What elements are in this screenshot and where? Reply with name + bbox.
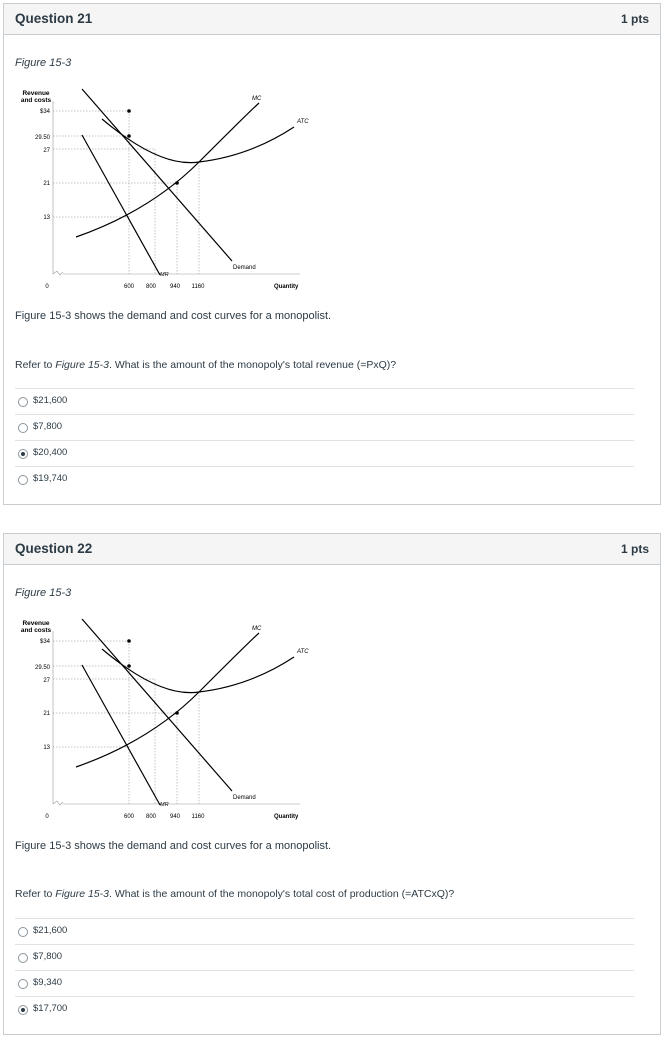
answer-label: $7,800 xyxy=(33,951,63,962)
y-tick-label: 13 xyxy=(43,745,50,751)
question-points: 1 pts xyxy=(620,12,649,26)
answer-label: $21,600 xyxy=(33,395,68,406)
question-points: 1 pts xyxy=(620,542,649,556)
origin-label: 0 xyxy=(45,814,49,820)
x-tick-label: 940 xyxy=(169,814,181,820)
monopolist-graph xyxy=(10,86,310,296)
y-axis-label: Revenue xyxy=(22,620,50,627)
point-marker xyxy=(175,181,179,185)
mr-label: MR xyxy=(160,802,169,808)
demand-label: Demand xyxy=(233,265,256,271)
mr-curve xyxy=(82,665,160,805)
mc-label: MC xyxy=(252,96,262,102)
answer-label: $9,340 xyxy=(33,977,63,988)
monopolist-graph xyxy=(10,616,310,826)
origin-label: 0 xyxy=(45,284,49,290)
x-axis-label: Quantity xyxy=(274,284,299,290)
atc-label: ATC xyxy=(297,119,309,125)
atc-curve xyxy=(102,119,294,163)
radio-button[interactable] xyxy=(18,397,28,407)
radio-button-selected[interactable] xyxy=(18,449,28,459)
answer-option[interactable] xyxy=(15,440,634,466)
question-title: Question 21 xyxy=(15,11,93,26)
question-22-card xyxy=(3,533,661,1035)
figure-description: Figure 15-3 shows the demand and cost curves for a monopolist. xyxy=(15,310,332,322)
point-marker xyxy=(127,109,131,113)
y-tick-label: 21 xyxy=(43,711,50,717)
figure-label: Figure 15-3 xyxy=(15,587,72,599)
x-tick-label: 940 xyxy=(169,284,181,290)
answer-option[interactable] xyxy=(15,996,634,1022)
radio-button-selected[interactable] xyxy=(18,1005,28,1015)
figure-description: Figure 15-3 shows the demand and cost curves for a monopolist. xyxy=(15,840,332,852)
answer-option[interactable] xyxy=(15,944,634,970)
answer-list xyxy=(15,388,634,492)
mc-label: MC xyxy=(252,626,262,632)
y-tick-label: 29.50 xyxy=(34,665,50,671)
answer-label: $21,600 xyxy=(33,925,68,936)
x-tick-label: 600 xyxy=(123,284,135,290)
radio-button[interactable] xyxy=(18,927,28,937)
x-axis-label: Quantity xyxy=(274,814,299,820)
y-tick-label: 29.50 xyxy=(34,135,50,141)
answer-option[interactable] xyxy=(15,970,634,996)
y-tick-label: $34 xyxy=(39,109,50,115)
point-marker xyxy=(175,711,179,715)
figure-label: Figure 15-3 xyxy=(15,57,72,69)
y-tick-label: 13 xyxy=(43,215,50,221)
answer-label: $20,400 xyxy=(33,447,68,458)
point-marker xyxy=(127,639,131,643)
x-tick-label: 600 xyxy=(123,814,135,820)
mr-curve xyxy=(82,135,160,275)
y-axis-label: and costs xyxy=(20,97,52,104)
question-21-card xyxy=(3,3,661,505)
point-marker xyxy=(127,664,131,668)
x-tick-label: 800 xyxy=(145,284,157,290)
y-tick-label: 21 xyxy=(43,181,50,187)
atc-curve xyxy=(102,649,294,693)
x-tick-label: 800 xyxy=(145,814,157,820)
question-header xyxy=(4,534,660,565)
point-marker xyxy=(127,134,131,138)
answer-label: $19,740 xyxy=(33,473,68,484)
question-prompt: Refer to Figure 15-3. What is the amount of the monopoly's total revenue (=PxQ)? xyxy=(15,359,397,371)
answer-label: $7,800 xyxy=(33,421,63,432)
y-tick-label: $34 xyxy=(39,639,50,645)
question-title: Question 22 xyxy=(15,541,93,556)
question-prompt: Refer to Figure 15-3. What is the amount of the monopoly's total cost of production (=ATCxQ)? xyxy=(15,888,455,900)
radio-button[interactable] xyxy=(18,979,28,989)
answer-option[interactable] xyxy=(15,388,634,414)
mc-curve xyxy=(76,633,259,767)
atc-label: ATC xyxy=(297,649,309,655)
mc-curve xyxy=(76,103,259,237)
mr-label: MR xyxy=(160,272,169,278)
y-axis-label: Revenue xyxy=(22,90,50,97)
radio-button[interactable] xyxy=(18,953,28,963)
x-tick-label: 1160 xyxy=(191,814,205,820)
answer-label: $17,700 xyxy=(33,1003,68,1014)
answer-list xyxy=(15,918,634,1022)
radio-button[interactable] xyxy=(18,475,28,485)
answer-option[interactable] xyxy=(15,466,634,492)
y-tick-label: 27 xyxy=(43,148,50,154)
answer-option[interactable] xyxy=(15,414,634,440)
y-tick-label: 27 xyxy=(43,678,50,684)
y-axis-label: and costs xyxy=(20,627,52,634)
demand-label: Demand xyxy=(233,795,256,801)
radio-button[interactable] xyxy=(18,423,28,433)
answer-option[interactable] xyxy=(15,918,634,944)
question-header xyxy=(4,4,660,35)
x-tick-label: 1160 xyxy=(191,284,205,290)
